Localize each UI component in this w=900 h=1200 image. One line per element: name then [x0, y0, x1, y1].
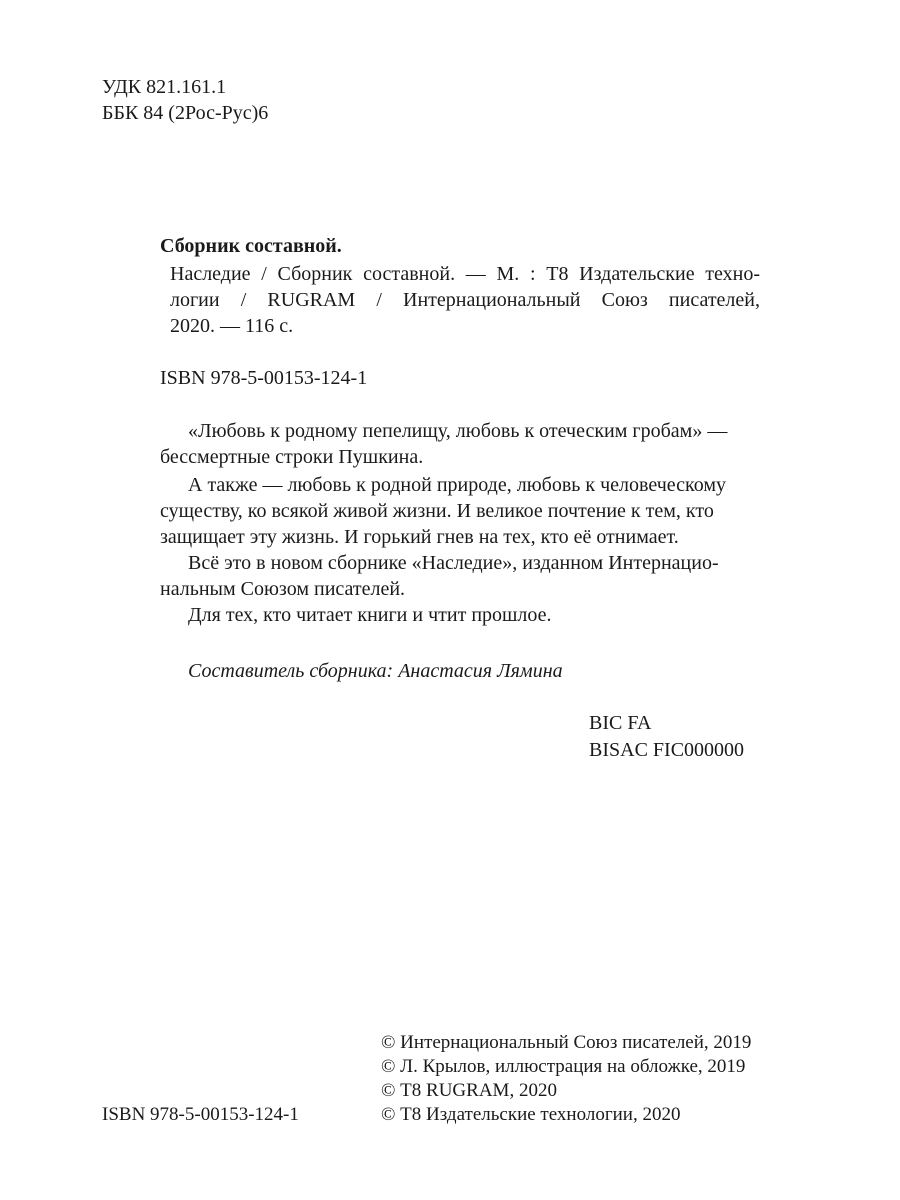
subject-codes	[589, 710, 744, 764]
bic-code: BIC FA	[589, 712, 652, 734]
copyright-line: © Т8 Издательские технологии, 2020	[381, 1104, 681, 1125]
copyright-block	[381, 1030, 751, 1126]
compiler-credit: Составитель сборника: Анастасия Лямина	[188, 660, 563, 682]
isbn-main: ISBN 978-5-00153-124-1	[160, 367, 368, 389]
udk-code: УДК 821.161.1	[102, 76, 227, 98]
annotation-line: бессмертные строки Пушкина.	[160, 446, 424, 468]
bisac-code: BISAC FIC000000	[589, 739, 745, 761]
annotation-line: нальным Союзом писателей.	[160, 578, 406, 600]
bbk-code: ББК 84 (2Рос-Рус)6	[102, 102, 269, 124]
classification-block	[102, 74, 268, 126]
biblio-line: Наследие / Сборник составной. — М. : Т8 Издательские техно-	[170, 263, 760, 285]
biblio-line: логии / RUGRAM / Интернациональный Союз писателей,	[170, 289, 760, 311]
biblio-title: Сборник составной.	[160, 235, 342, 257]
annotation-line: А также — любовь к родной природе, любовь к человеческому	[188, 474, 727, 496]
annotation-line: Всё это в новом сборнике «Наследие», изданном Интернацио-	[188, 552, 719, 574]
copyright-line: © Л. Крылов, иллюстрация на обложке, 2019	[381, 1056, 746, 1077]
bibliographic-record	[160, 233, 760, 339]
annotation-line: существу, ко всякой живой жизни. И великое почтение к тем, кто	[160, 500, 714, 522]
annotation-line: защищает эту жизнь. И горький гнев на тех, кто её отнимает.	[160, 526, 679, 548]
biblio-line: 2020. — 116 с.	[170, 315, 294, 337]
copyright-line: © Т8 RUGRAM, 2020	[381, 1080, 557, 1101]
annotation	[160, 418, 760, 628]
annotation-line: «Любовь к родному пепелищу, любовь к отеческим гробам» —	[188, 420, 728, 442]
copyright-line: © Интернациональный Союз писателей, 2019	[381, 1032, 752, 1053]
isbn-bottom: ISBN 978-5-00153-124-1	[102, 1104, 299, 1125]
annotation-line: Для тех, кто читает книги и чтит прошлое.	[188, 604, 552, 626]
